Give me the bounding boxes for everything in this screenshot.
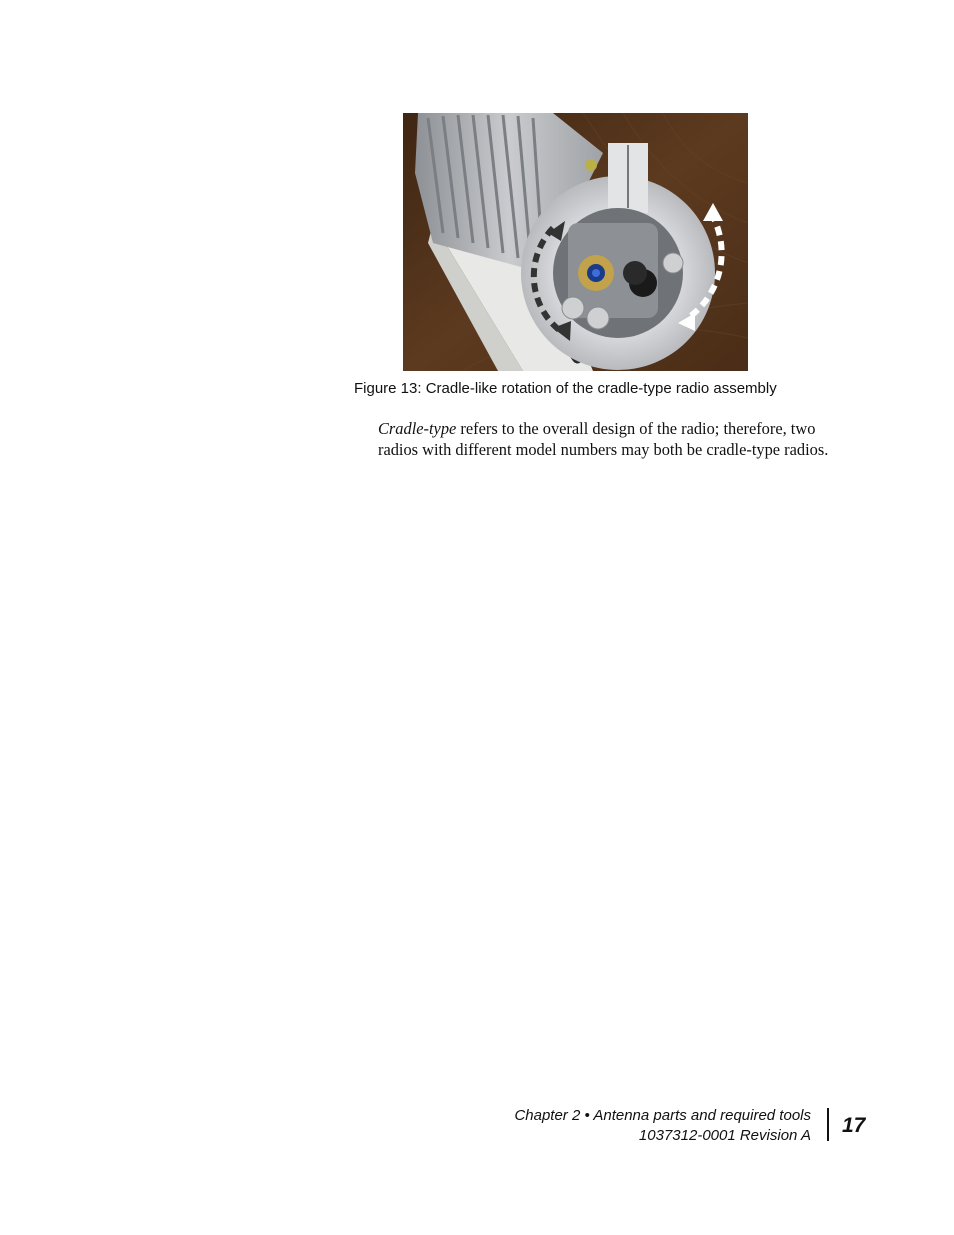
figure-photo-cradle-rotation [403, 113, 748, 371]
body-paragraph-text: refers to the overall design of the radio; therefore, two radios with different model numbers may both be cradle-type radios. [378, 419, 829, 459]
footer-doc-line: 1037312-0001 Revision A [638, 1126, 811, 1144]
figure-caption: Figure 13: Cradle-like rotation of the cradle-type radio assembly [354, 380, 777, 397]
footer-divider [827, 1108, 829, 1141]
footer-chapter-line: Chapter 2 • Antenna parts and required tools [514, 1107, 811, 1124]
page-footer [514, 1106, 811, 1145]
term-cradle-type: Cradle-type [378, 419, 457, 438]
body-paragraph [378, 419, 838, 460]
page-number: 17 [842, 1114, 866, 1137]
